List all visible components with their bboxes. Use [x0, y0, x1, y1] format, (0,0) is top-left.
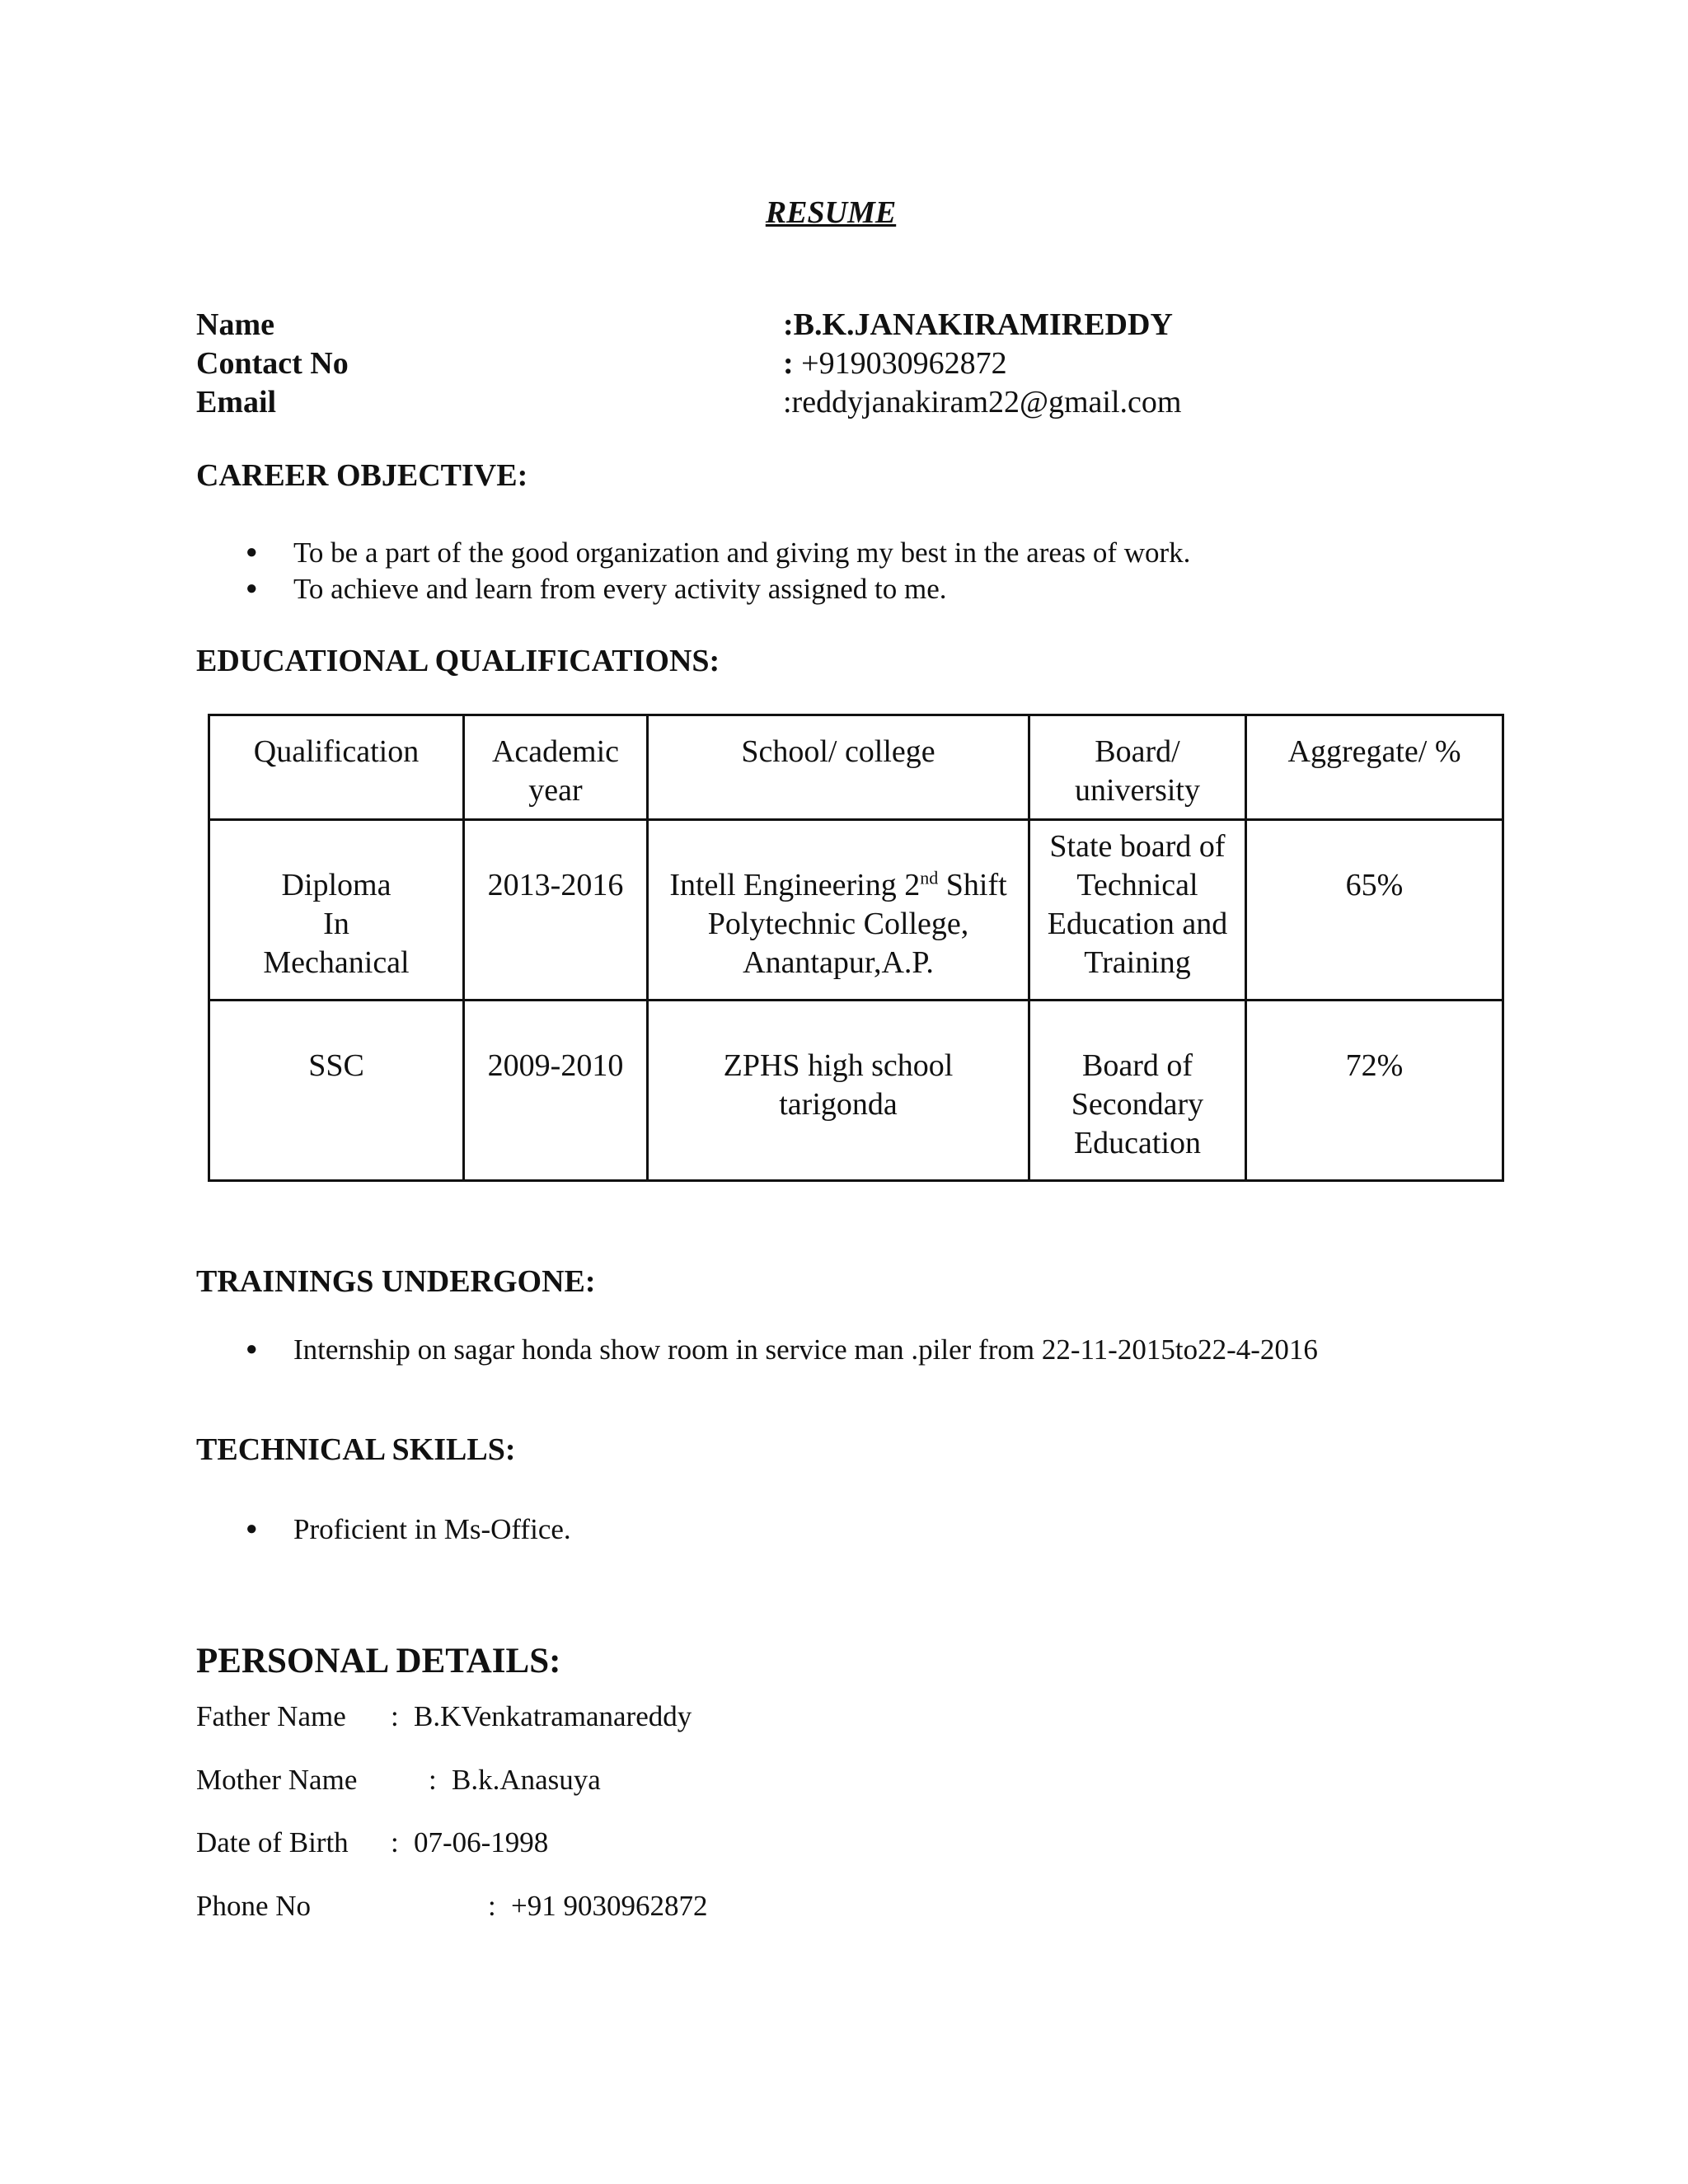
qualification-cell: [209, 1001, 464, 1181]
name-value: :B.K.JANAKIRAMIREDDY: [783, 307, 1173, 342]
father-name-label: Father Name: [196, 1700, 346, 1732]
cell-line: Training: [1084, 945, 1191, 980]
bullet-icon: ●: [246, 1338, 258, 1360]
board-cell: [1029, 1001, 1246, 1181]
school-text: Intell Engineering 2: [669, 868, 921, 902]
cell-line: Education: [1073, 1126, 1202, 1160]
year-cell: [464, 1001, 648, 1181]
cell-line: [657, 866, 1020, 905]
column-header: Board/ university: [1029, 715, 1246, 820]
cell-line: Secondary: [1071, 1087, 1204, 1122]
dob-label: Date of Birth: [196, 1826, 349, 1858]
father-name-value: B.KVenkatramanareddy: [414, 1700, 692, 1732]
dob-value: 07-06-1998: [414, 1826, 549, 1858]
father-name-colon: :: [391, 1700, 399, 1732]
education-heading: EDUCATIONAL QUALIFICATIONS:: [196, 644, 720, 678]
cell-line: 65%: [1345, 868, 1404, 902]
cell-line: Anantapur,A.P.: [743, 945, 934, 980]
mother-name-value: B.k.Anasuya: [452, 1764, 601, 1796]
personal-details-heading: PERSONAL DETAILS:: [196, 1642, 561, 1680]
education-table: [208, 714, 1504, 1182]
cell-line: SSC: [308, 1048, 364, 1083]
cell-line: 2009-2010: [487, 1048, 624, 1083]
cell-line: Diploma: [281, 868, 392, 902]
ordinal-suffix: nd: [920, 867, 939, 888]
email-label: Email: [196, 385, 277, 419]
contact-value: [783, 345, 1007, 382]
cell-line: Technical: [1076, 868, 1198, 902]
mother-name-colon: :: [429, 1764, 437, 1796]
contact-number: +919030962872: [793, 346, 1007, 381]
name-label: Name: [196, 307, 274, 342]
board-cell: [1029, 820, 1246, 1001]
phone-colon: :: [488, 1890, 496, 1922]
training-item: Internship on sagar honda show room in service man .piler from 22-11-2015to22-4-2016: [293, 1333, 1318, 1366]
aggregate-cell: [1246, 1001, 1503, 1181]
aggregate-cell: [1246, 820, 1503, 1001]
technical-skills-heading: TECHNICAL SKILLS:: [196, 1432, 516, 1467]
contact-colon: :: [783, 346, 794, 381]
cell-line: Education and: [1047, 907, 1228, 941]
bullet-icon: ●: [246, 1518, 258, 1540]
column-header: School/ college: [648, 715, 1029, 820]
column-header: Academic year: [464, 715, 648, 820]
cell-line: Mechanical: [263, 945, 410, 980]
table-row: [209, 820, 1503, 1001]
column-header: Qualification: [209, 715, 464, 820]
column-header: Aggregate/ %: [1246, 715, 1503, 820]
year-cell: [464, 820, 648, 1001]
contact-label: Contact No: [196, 346, 349, 381]
dob-colon: :: [391, 1826, 399, 1858]
phone-label: Phone No: [196, 1890, 312, 1922]
table-header-row: [209, 715, 1503, 820]
qualification-cell: [209, 820, 464, 1001]
trainings-heading: TRAININGS UNDERGONE:: [196, 1264, 596, 1299]
cell-line: State board of: [1049, 829, 1226, 864]
cell-line: Polytechnic College,: [707, 907, 969, 941]
cell-line: 2013-2016: [487, 868, 624, 902]
cell-line: In: [323, 907, 349, 941]
cell-line: 72%: [1345, 1048, 1404, 1083]
bullet-icon: ●: [246, 578, 258, 599]
objective-item: To achieve and learn from every activity assigned to me.: [293, 573, 947, 605]
document-title: RESUME: [765, 195, 897, 230]
school-text: Shift: [938, 868, 1007, 902]
bullet-icon: ●: [246, 541, 258, 563]
phone-value: +91 9030962872: [511, 1890, 708, 1922]
cell-line: Board of: [1081, 1048, 1193, 1083]
cell-line: ZPHS high school: [723, 1048, 954, 1083]
career-objective-heading: CAREER OBJECTIVE:: [196, 458, 528, 493]
school-cell: [648, 820, 1029, 1001]
objective-item: To be a part of the good organization and giving my best in the areas of work.: [293, 537, 1191, 569]
table-row: [209, 1001, 1503, 1181]
skill-item: Proficient in Ms-Office.: [293, 1513, 571, 1545]
mother-name-label: Mother Name: [196, 1764, 358, 1796]
cell-line: tarigonda: [779, 1087, 898, 1122]
school-cell: [648, 1001, 1029, 1181]
email-value: :reddyjanakiram22@gmail.com: [783, 385, 1182, 419]
